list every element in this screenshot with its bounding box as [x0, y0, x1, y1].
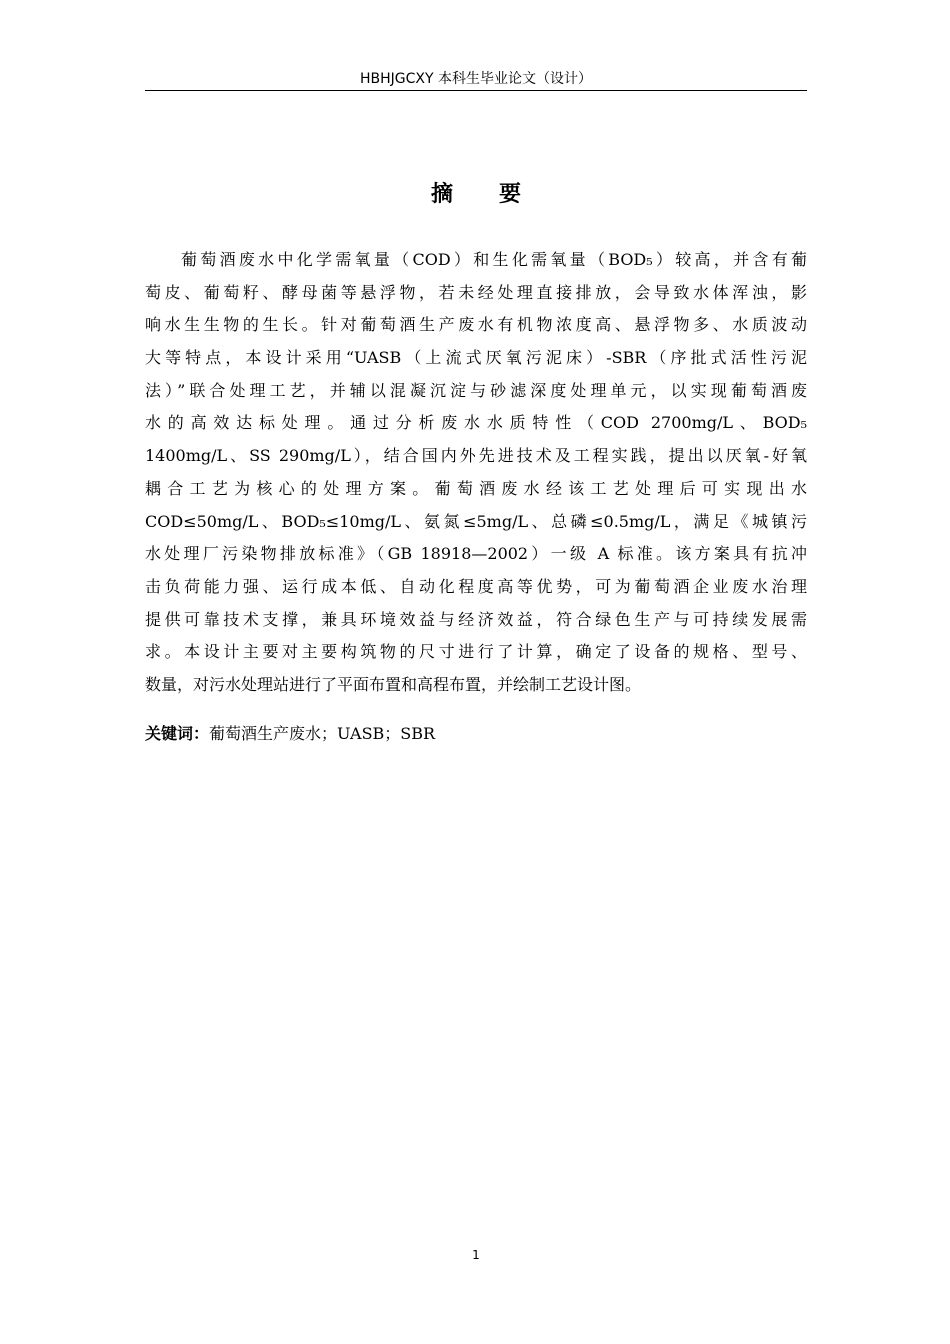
abstract-body: [145, 244, 807, 702]
abstract-line: 1400mg/L、SS 290mg/L），结合国内外先进技术及工程实践，提出以厌氧-好氧: [145, 446, 807, 466]
abstract-line: 法）”联合处理工艺，并辅以混凝沉淀与砂滤深度处理单元，以实现葡萄酒废: [145, 380, 807, 400]
abstract-line: 大等特点，本设计采用“UASB（上流式厌氧污泥床）-SBR（序批式活性污泥: [145, 348, 807, 368]
abstract-line: 水的高效达标处理。通过分析废水水质特性（COD 2700mg/L、BOD₅: [145, 413, 807, 433]
abstract-title: [145, 178, 807, 212]
abstract-line: 葡萄酒废水中化学需氧量（COD）和生化需氧量（BOD₅）较高，并含有葡: [181, 250, 807, 269]
abstract-line: 提供可靠技术支撑，兼具环境效益与经济效益，符合绿色生产与可持续发展需: [145, 609, 807, 629]
abstract-line: 击负荷能力强、运行成本低、自动化程度高等优势，可为葡萄酒企业废水治理: [145, 576, 807, 596]
keywords-label: 关键词：: [145, 724, 210, 743]
abstract-line: 耦合工艺为核心的处理方案。葡萄酒废水经该工艺处理后可实现出水: [145, 478, 807, 498]
abstract-line: 萄皮、葡萄籽、酵母菌等悬浮物，若未经处理直接排放，会导致水体浑浊，影: [145, 282, 807, 302]
abstract-title-char-2: 要: [499, 182, 522, 207]
keywords-line: [145, 718, 807, 750]
abstract-line: COD≤50mg/L、BOD₅≤10mg/L、氨氮≤5mg/L、总磷≤0.5mg/L，满足《城镇污: [145, 511, 807, 531]
abstract-line: 数量，对污水处理站进行了平面布置和高程布置，并绘制工艺设计图。: [145, 674, 642, 694]
abstract-line: 水处理厂污染物排放标准》（GB 18918—2002）一级 A 标准。该方案具有抗冲: [145, 544, 807, 564]
keywords-text: 葡萄酒生产废水；UASB；SBR: [209, 724, 436, 743]
abstract-line: 求。本设计主要对主要构筑物的尺寸进行了计算，确定了设备的规格、型号、: [145, 642, 807, 662]
abstract-line: 响水生生物的生长。针对葡萄酒生产废水有机物浓度高、悬浮物多、水质波动: [145, 315, 807, 335]
abstract-title-char-1: 摘: [430, 182, 453, 207]
page-number: 1: [472, 1248, 480, 1262]
page-header: HBHJGCXY 本科生毕业论文（设计）: [145, 68, 807, 91]
